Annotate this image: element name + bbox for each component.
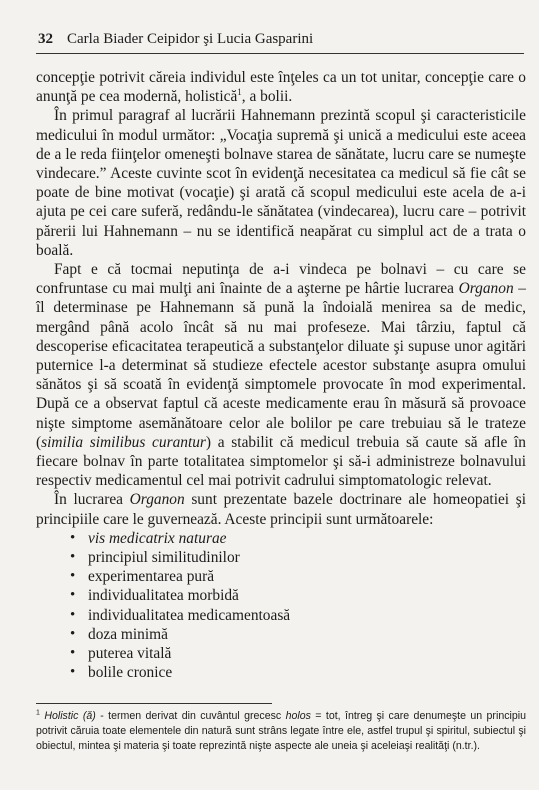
principle-item [88,606,526,625]
principle-label: principiul similitudinilor [88,549,240,567]
principle-label: individualitatea medicamentoasă [88,606,291,624]
paragraph-0-end: , a bolii. [241,88,293,106]
footnote-marker: 1 [36,709,40,717]
paragraph-3-part-a: În lucrarea [54,491,130,509]
paragraph-3-part-b: sunt prezentate bazele doctrinare ale homeopatiei şi principiile care le guvernează. Aceste principii sunt următoarele: [36,491,526,528]
principle-item [88,625,526,644]
principle-label: individualitatea morbidă [88,587,239,605]
paragraph-2-latin-phrase: similia similibus curantur [41,433,206,451]
paragraph-continuation [36,68,526,106]
running-header-authors: Carla Biader Ceipidor şi Lucia Gasparini [67,31,314,47]
principle-label: experimentarea pură [88,568,215,586]
paragraph-3 [36,490,526,528]
footnote-text-b: = tot, întreg şi care denumeşte un principiu potrivit căruia toate elementele din natură sunt strâns legate între ele, astfel trupul şi spiritul, subiectul şi obiectul, mintea şi materia şi toate reprezintă nişte aspecte ale uneia şi aceleiaşi realităţi (n.tr.). [36,710,526,752]
footnote [36,709,526,754]
page-number: 32 [38,31,53,47]
paragraph-2 [36,260,526,490]
paragraph-1: În primul paragraf al lucrării Hahnemann prezintă scopul şi caracteristicile medicului în modul următor: „Vocaţia supremă şi unică a medicului este aceea de a le reda fiinţelor omeneşti bolnave starea de sănătate, lucru care se numeşte vindecare.” Aceste cuvinte scot în evidenţă necesitatea ca medicul să fie cât se poate de bine motivat (vocaţie) şi arată că scopul medicului este acela de a-i ajuta pe cei care suferă, redându-le sănătatea (vindecarea), lucru care – potrivit părerii lui Hahnemann – nu se identifică neapărat cu simplul act de a trata o boală. [36,107,526,259]
principle-item [88,548,526,567]
footnote-divider [36,703,272,704]
footnote-term: Holistic (ă) [44,710,96,722]
principle-label: bolile cronice [88,664,173,682]
principle-label: puterea vitală [88,645,172,663]
footnote-greek-word: holos [285,710,311,722]
principles-list [36,529,526,683]
header-divider [36,53,524,54]
footnote-reference: 1 [237,87,242,98]
paragraph-2-part-b: – îl determinase pe Hahnemann să pună la îndoială menirea sa de medic, mergând până acolo încât să nu mai profeseze. Mai târziu, faptul că descoperise eficacitatea terapeutică a substanţelor diluate şi supuse unor agitări puternice l-a determinat să studieze efectele acestor substanţe asupra omului sănătos şi să scoată în evidenţă simptomele provocate în mod experimental. După ce a observat faptul că aceste medicamente erau în măsură să provoace nişte simptome asemănătoare celor ale bolilor pe care trebuiau să le trateze ( [36,280,527,451]
paragraph-2-part-a: Fapt e că tocmai neputinţa de a-i vindeca pe bolnavi – cu care se confruntase cu mai mulţi ani înainte de a aşterne pe hârtie lucrarea [36,261,526,298]
principle-item [88,529,526,548]
principle-item [88,663,526,682]
principle-label: doza minimă [88,625,168,643]
paragraph-2-organon: Organon [458,280,514,298]
footnote-text-a: - termen derivat din cuvântul grecesc [95,710,286,722]
paragraph-0-text: concepţie potrivit căreia individul este înţeles ca un tot unitar, concepţie care o anunţă pe cea modernă, holistică [36,69,526,106]
body-text [36,68,526,683]
paragraph-2-part-c: ) a stabilit că medicul trebuia să caute să afle în fiecare bolnav în parte totalitatea simptomelor şi să-i administreze bolnavului respectiv medicamentul cel mai potrivit cadrului simptomatologic relevat. [36,433,526,490]
paragraph-3-organon: Organon [129,491,185,509]
running-header [38,30,518,48]
principle-label: vis medicatrix naturae [88,529,227,547]
principle-item [88,567,526,586]
principle-item [88,586,526,605]
principle-item [88,644,526,663]
